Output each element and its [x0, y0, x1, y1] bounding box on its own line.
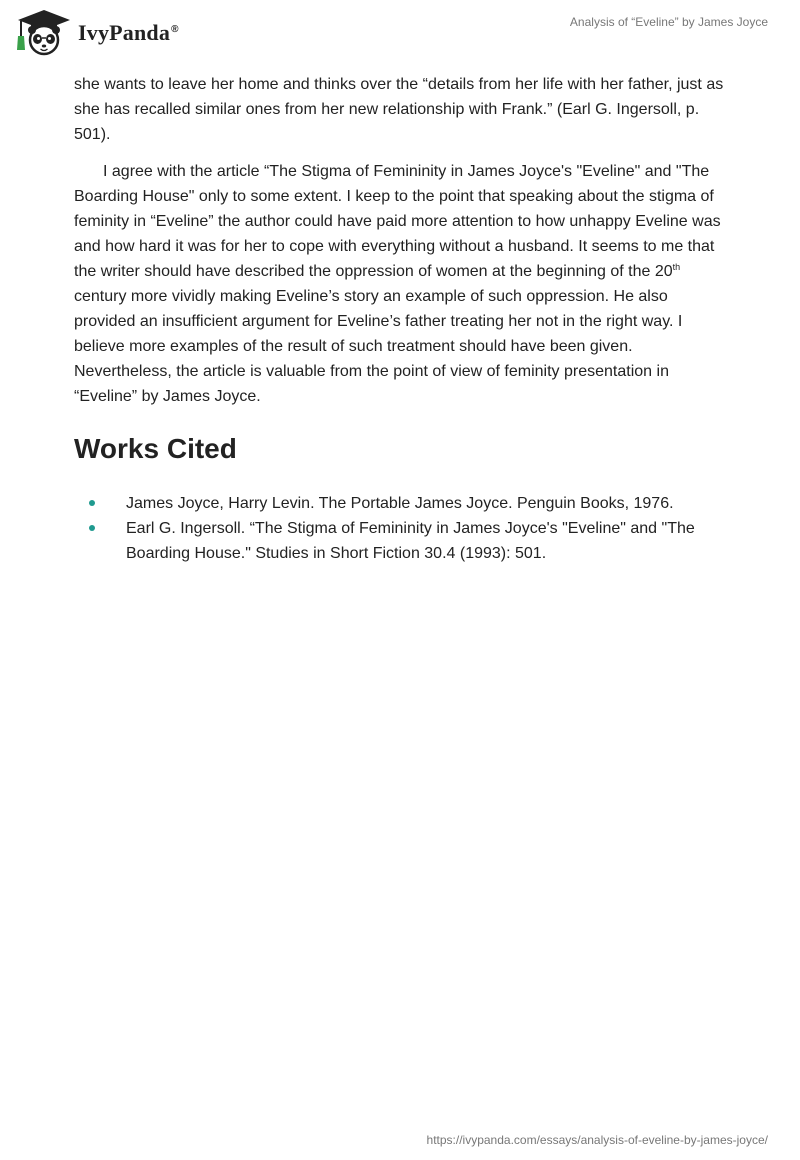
bullet-icon — [89, 500, 95, 506]
citation-item — [74, 516, 726, 566]
citation-item — [74, 491, 726, 516]
paragraph-2-text-b: century more vividly making Eveline’s story an example of such oppression. He also provided an insufficient argument for Eveline’s father treating her not in the right way. I believe more examples of the result of such treatment should have been given. Nevertheless, the article is valuable from the point of view of feminity presentation in “Eveline” by James Joyce. — [74, 288, 683, 405]
citation-text: Earl G. Ingersoll. “The Stigma of Femininity in James Joyce's "Eveline" and "The Boarding House." Studies in Short Fiction 30.4 (1993): 501. — [126, 520, 695, 562]
bullet-icon — [89, 525, 95, 531]
paragraph-2-text-a: I agree with the article “The Stigma of Femininity in James Joyce's "Eveline" and "The Boarding House" only to some extent. I keep to the point that speaking about the stigma of feminity in “Eveline” the author could have paid more attention to how unhappy Eveline was and how hard it was for her to cope with everything without a husband. It seems to me that the writer should have described the oppression of women at the beginning of the 20 — [74, 163, 721, 280]
ivypanda-logo[interactable] — [16, 8, 179, 56]
registered-mark: ® — [171, 23, 179, 35]
page-header — [0, 0, 800, 64]
document-title: Analysis of “Eveline” by James Joyce — [569, 15, 768, 29]
essay-content — [74, 72, 726, 566]
brand-text: IvyPanda — [78, 20, 171, 45]
citation-text: James Joyce, Harry Levin. The Portable James Joyce. Penguin Books, 1976. — [126, 495, 674, 512]
paragraph-1: she wants to leave her home and thinks over the “details from her life with her father, just as she has recalled similar ones from her new relationship with Frank.” (Earl G. Ingersoll, p. 501). — [74, 76, 724, 143]
ordinal-suffix: th — [672, 262, 681, 272]
works-cited-list — [74, 491, 726, 566]
paragraph-2 — [74, 159, 726, 409]
works-cited-heading: Works Cited — [74, 433, 237, 464]
brand-name — [78, 20, 179, 46]
panda-graduation-cap-icon — [16, 8, 72, 56]
source-url-link[interactable]: https://ivypanda.com/essays/analysis-of-eveline-by-james-joyce/ — [426, 1133, 768, 1147]
